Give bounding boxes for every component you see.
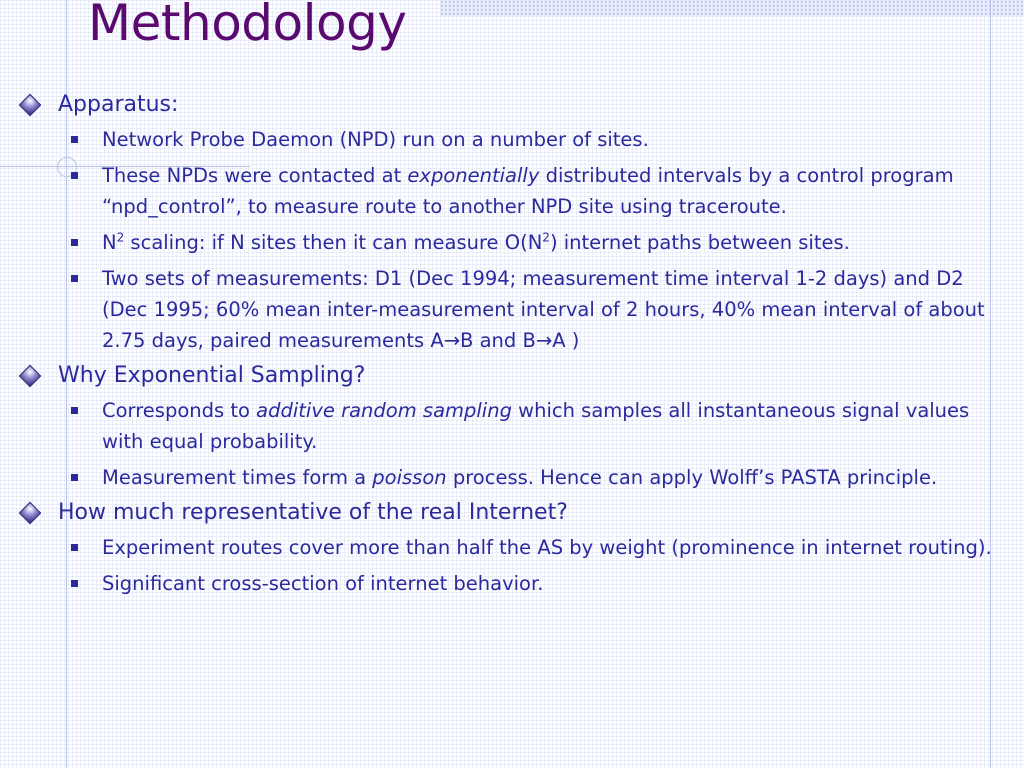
bullet-text: distributed intervals by a control program “npd_control”, to measure route to another NPD site using traceroute.	[102, 164, 954, 218]
bullet-text: scaling: if N sites then it can measure O(N	[124, 231, 543, 254]
square-bullet-icon	[71, 275, 78, 282]
superscript-text: 2	[542, 230, 550, 245]
bullet-item	[18, 532, 1018, 563]
bullet-text: Corresponds to	[102, 399, 257, 422]
italic-text: exponentially	[407, 164, 540, 187]
square-bullet-icon	[71, 172, 78, 179]
section-heading	[18, 90, 1018, 120]
bullet-text: Measurement times form a	[102, 466, 373, 489]
bullet-text: N	[102, 231, 117, 254]
diamond-bullet-icon	[19, 94, 42, 117]
square-bullet-icon	[71, 580, 78, 587]
top-dotted-band	[440, 0, 1024, 16]
section-heading-text: Apparatus:	[58, 92, 179, 117]
bullet-item	[18, 124, 1018, 155]
italic-text: poisson	[372, 466, 447, 489]
bullet-item	[18, 160, 1018, 222]
square-bullet-icon	[71, 474, 78, 481]
italic-text: additive random sampling	[256, 399, 512, 422]
slide-body	[18, 86, 1018, 604]
bullet-text: ) internet paths between sites.	[549, 231, 850, 254]
slide-title: Methodology	[88, 0, 407, 52]
bullet-item	[18, 263, 1018, 356]
bullet-text: These NPDs were contacted at	[102, 164, 408, 187]
bullet-text: process. Hence can apply Wolff’s PASTA principle.	[446, 466, 938, 489]
square-bullet-icon	[71, 136, 78, 143]
bullet-item	[18, 568, 1018, 599]
bullet-item	[18, 227, 1018, 258]
section-heading-text: Why Exponential Sampling?	[58, 363, 366, 388]
square-bullet-icon	[71, 239, 78, 246]
bullet-text: Significant cross-section of internet behavior.	[102, 572, 544, 595]
section-heading	[18, 361, 1018, 391]
section-heading-text: How much representative of the real Internet?	[58, 500, 568, 525]
superscript-text: 2	[116, 230, 125, 245]
diamond-bullet-icon	[19, 365, 42, 388]
square-bullet-icon	[71, 544, 78, 551]
bullet-text: which samples all instantaneous signal values with equal probability.	[102, 399, 970, 453]
bullet-item	[18, 462, 1018, 493]
diamond-bullet-icon	[19, 502, 42, 525]
square-bullet-icon	[71, 407, 78, 414]
bullet-text: Experiment routes cover more than half the AS by weight (prominence in internet routing).	[102, 536, 992, 559]
bullet-item	[18, 395, 1018, 457]
bullet-text: Two sets of measurements: D1 (Dec 1994; measurement time interval 1-2 days) and D2 (Dec 1995; 60% mean inter-measurement interval of 2 hours, 40% mean interval of about 2.75 days, paired measurements A→B and B→A )	[102, 267, 985, 352]
bullet-text: Network Probe Daemon (NPD) run on a number of sites.	[102, 128, 649, 151]
section-heading	[18, 498, 1018, 528]
